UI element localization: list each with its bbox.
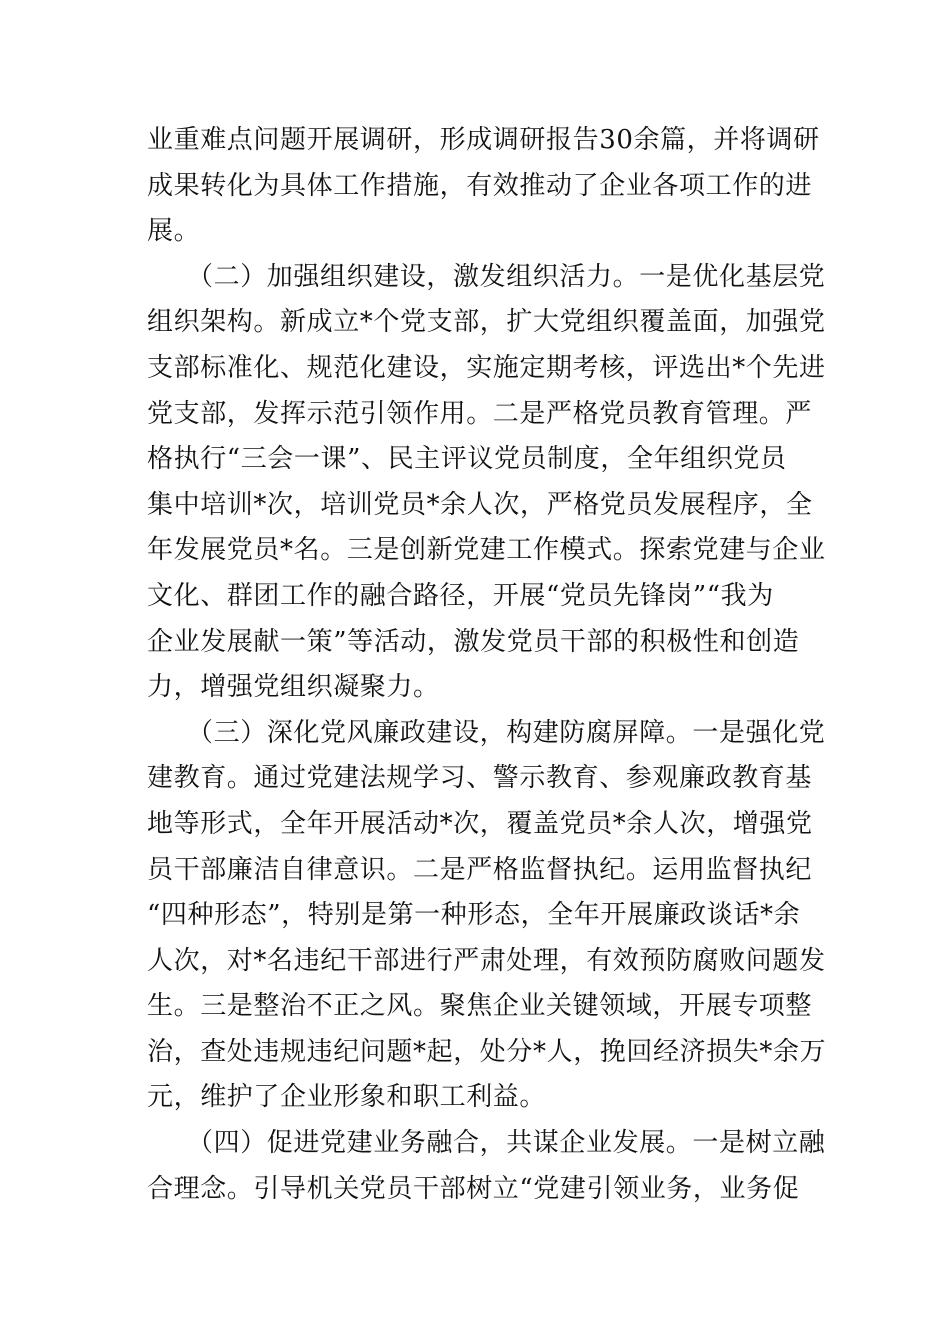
text-line: 建教育。通过党建法规学习、警示教育、参观廉政教育基 bbox=[147, 763, 813, 794]
text-line: 企业发展献一策”等活动，激发党员干部的积极性和创造 bbox=[147, 626, 800, 657]
section-heading-line: （三）深化党风廉政建设，构建防腐屏障。一是强化党 bbox=[187, 717, 826, 748]
text-line: 文化、群团工作的融合路径，开展“党员先锋岗”“我为 bbox=[147, 580, 774, 611]
text-line: 业重难点问题开展调研，形成调研报告30余篇，并将调研 bbox=[147, 125, 820, 155]
section-heading-line: （四）促进党建业务融合，共谋企业发展。一是树立融 bbox=[187, 1128, 826, 1159]
text-line: 支部标准化、规范化建设，实施定期考核，评选出*个先进 bbox=[147, 352, 826, 383]
text-line: 元，维护了企业形象和职工利益。 bbox=[147, 1082, 547, 1113]
text-line: 员干部廉洁自律意识。二是严格监督执纪。运用监督执纪 bbox=[147, 854, 813, 885]
text-line: 组织架构。新成立*个党支部，扩大党组织覆盖面，加强党 bbox=[147, 307, 826, 338]
text-line: 年发展党员*名。三是创新党建工作模式。探索党建与企业 bbox=[147, 535, 826, 566]
text-line: 合理念。引导机关党员干部树立“党建引领业务，业务促 bbox=[147, 1173, 800, 1204]
text-line: 力，增强党组织凝聚力。 bbox=[147, 672, 440, 703]
section-heading-line: （二）加强组织建设，激发组织活力。一是优化基层党 bbox=[187, 261, 826, 292]
text-line: 党支部，发挥示范引领作用。二是严格党员教育管理。严 bbox=[147, 398, 813, 429]
text-line: 格执行“三会一课”、民主评议党员制度，全年组织党员 bbox=[147, 444, 787, 475]
text-line: 治，查处违规违纪问题*起，处分*人，挽回经济损失*余万 bbox=[147, 1036, 827, 1067]
text-line: 生。三是整治不正之风。聚焦企业关键领域，开展专项整 bbox=[147, 991, 813, 1022]
text-line: 人次，对*名违纪干部进行严肃处理，有效预防腐败问题发 bbox=[147, 945, 826, 976]
text-line: “四种形态”，特别是第一种形态，全年开展廉政谈话*余 bbox=[147, 900, 801, 931]
document-body bbox=[147, 118, 827, 1212]
text-line: 成果转化为具体工作措施，有效推动了企业各项工作的进 bbox=[147, 170, 813, 201]
text-line: 展。 bbox=[147, 216, 201, 247]
text-line: 集中培训*次，培训党员*余人次，严格党员发展程序，全 bbox=[147, 489, 813, 520]
text-line: 地等形式，全年开展活动*次，覆盖党员*余人次，增强党 bbox=[147, 808, 813, 839]
